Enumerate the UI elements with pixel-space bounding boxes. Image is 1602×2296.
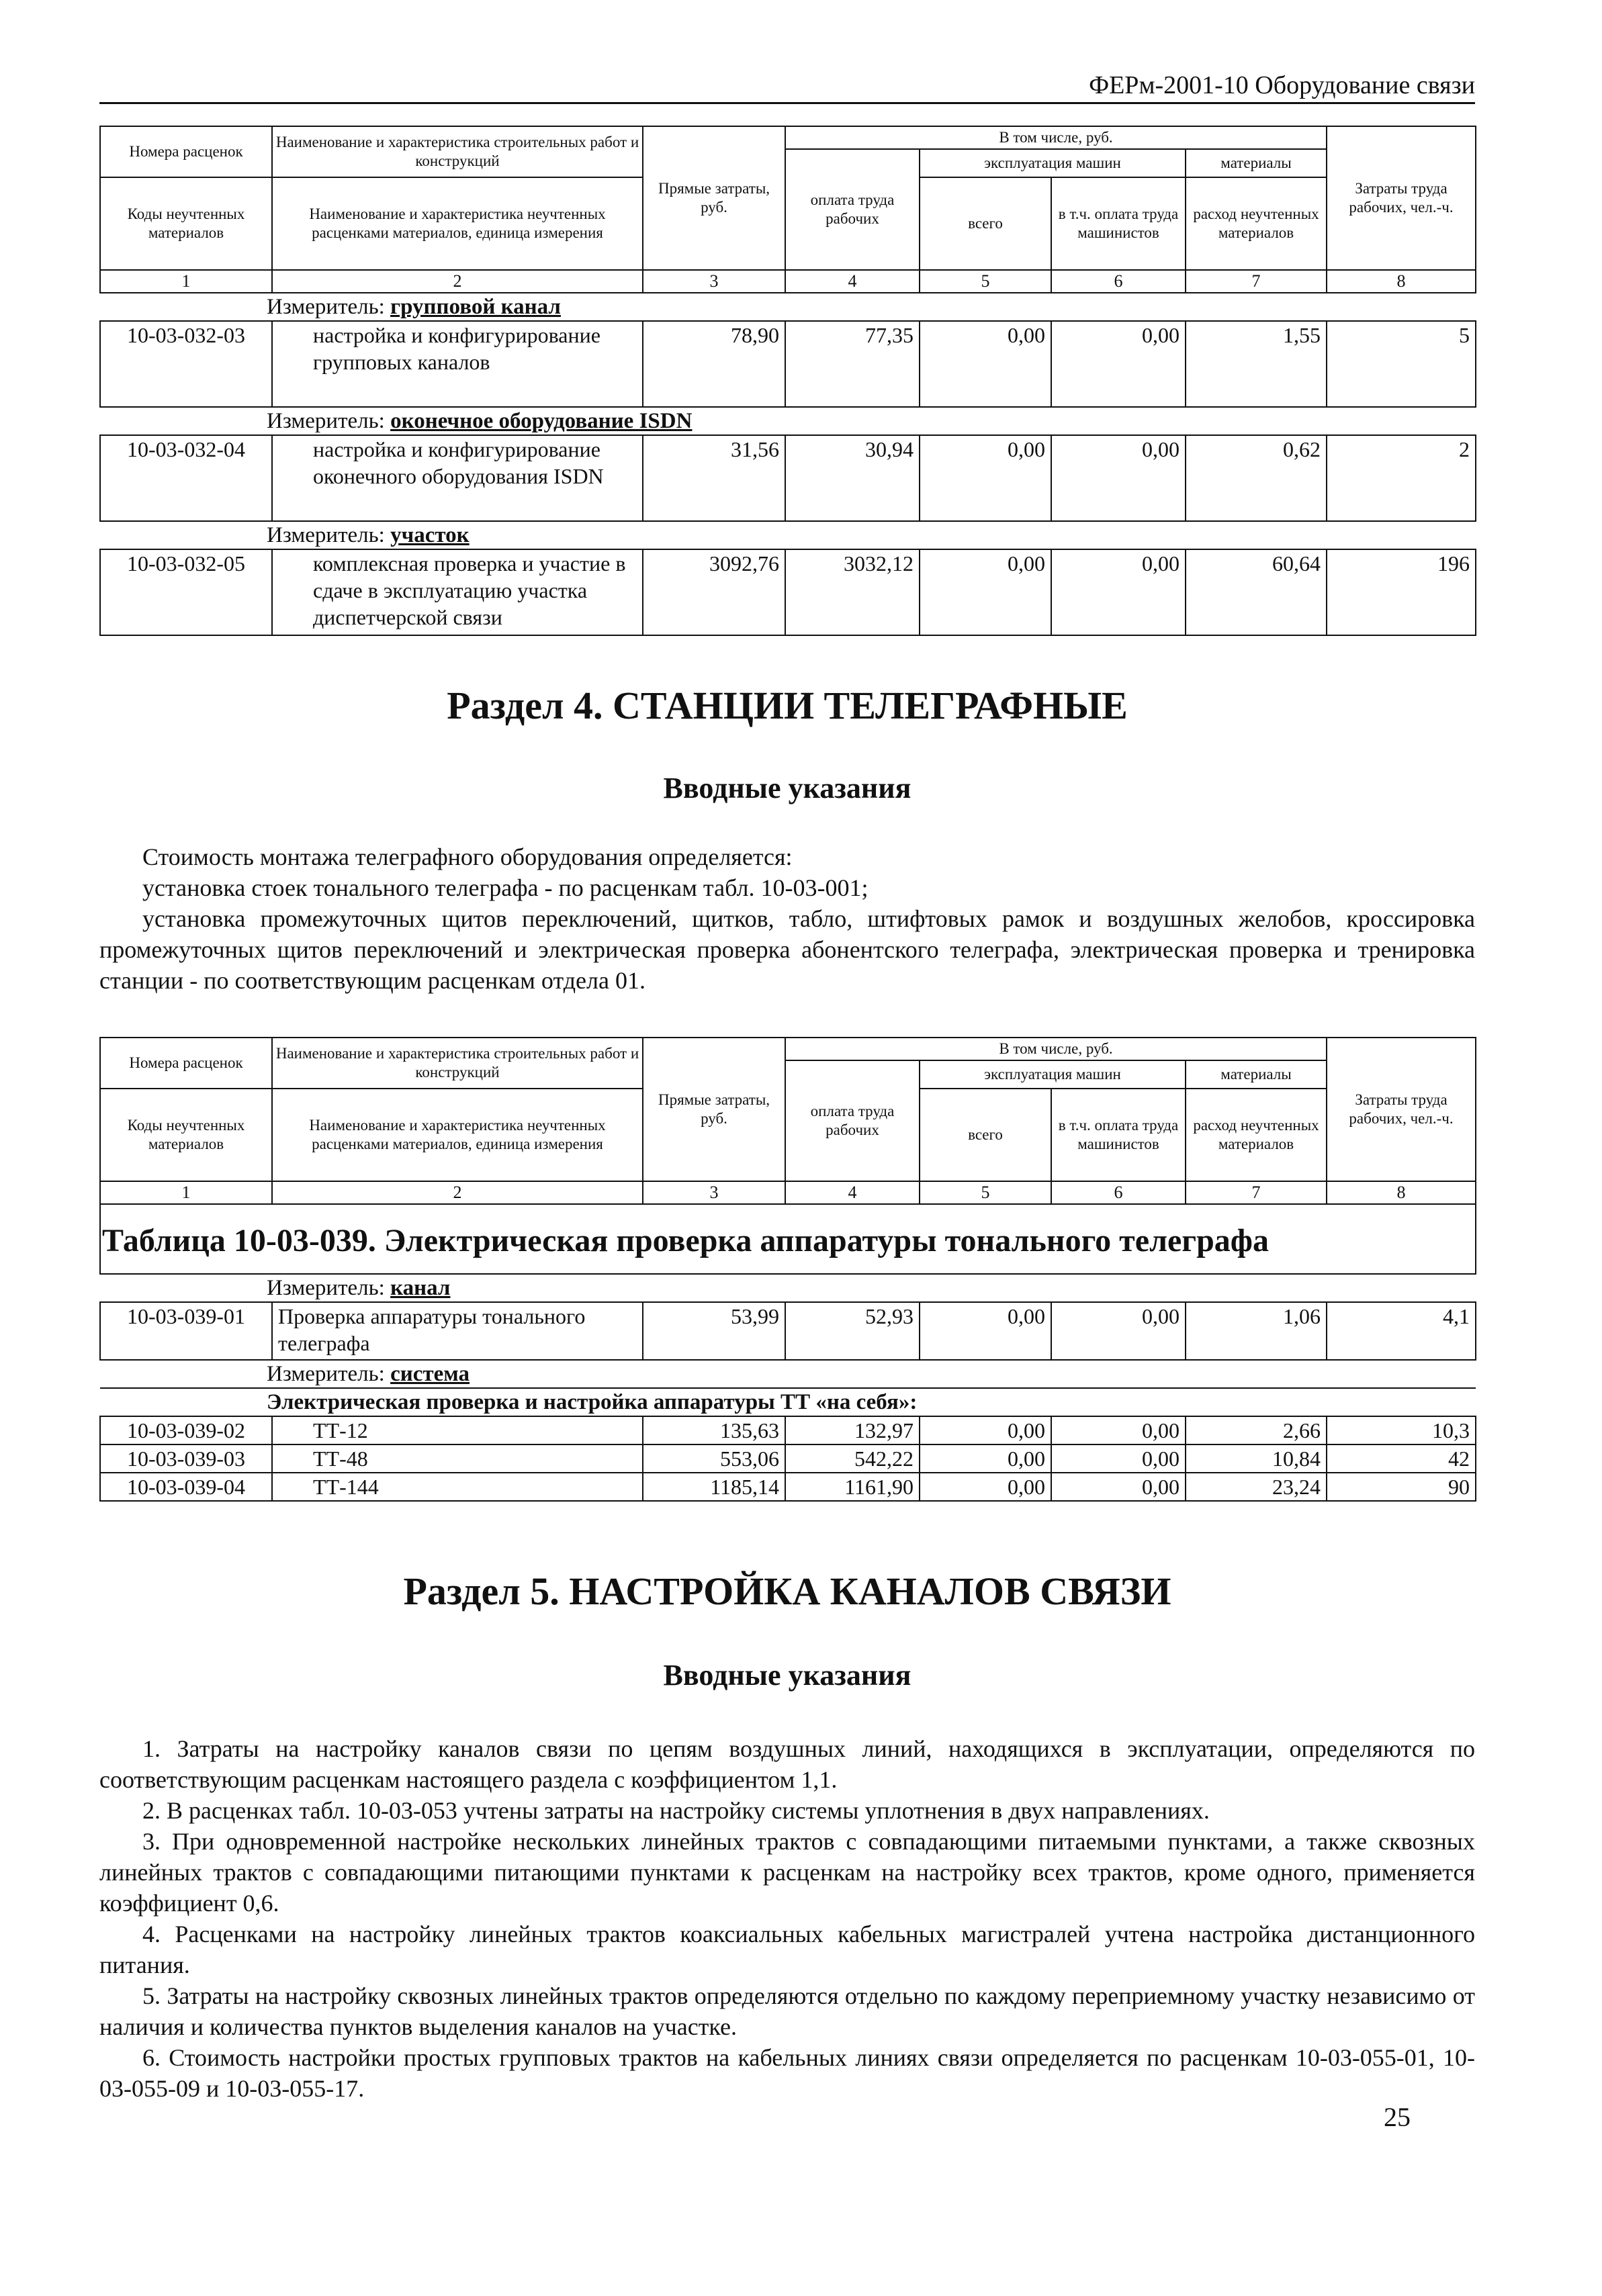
header-direct-costs: Прямые затраты, руб. xyxy=(643,1038,785,1181)
paragraph: 1. Затраты на настройку каналов связи по цепям воздушных линий, находящихся в эксплуатации, определяются по соответствующим расценкам настоящего раздела с коэффициентом 1,1. xyxy=(99,1735,1475,1793)
direct-costs: 1185,14 xyxy=(643,1473,785,1501)
rates-table-2 xyxy=(99,1037,1476,1502)
measure-value: система xyxy=(390,1362,470,1386)
col-number: 2 xyxy=(272,1181,643,1204)
header-direct-costs: Прямые затраты, руб. xyxy=(643,126,785,270)
wages: 3032,12 xyxy=(785,549,920,635)
measure-label: Измеритель: xyxy=(267,295,385,319)
machines-total: 0,00 xyxy=(920,435,1051,521)
paragraph: установка промежуточных щитов переключений, щитков, табло, штифтовых рамок и воздушных желобов, кроссировка промежуточных щитов переключений и электрическая проверка абонентского телеграфа, электрическая проверка и тренировка станции - по соответствующим расценкам отдела 01. xyxy=(99,905,1475,994)
materials: 23,24 xyxy=(1186,1473,1327,1501)
measure-label: Измеритель: xyxy=(267,523,385,547)
col-number: 6 xyxy=(1051,1181,1186,1204)
running-header: ФЕРм-2001-10 Оборудование связи xyxy=(99,70,1475,104)
col-number: 5 xyxy=(920,1181,1051,1204)
materials: 1,06 xyxy=(1186,1302,1327,1360)
work-name: ТТ-12 xyxy=(272,1416,643,1444)
header-name-top: Наименование и характеристика строительных работ и конструкций xyxy=(272,126,643,177)
header-materials: материалы xyxy=(1186,1060,1327,1089)
header-codes-bottom: Коды неучтенных материалов xyxy=(100,1089,272,1181)
header-codes-top: Номера расценок xyxy=(100,1038,272,1089)
table-row xyxy=(100,1302,1476,1360)
measure-value: канал xyxy=(390,1276,451,1300)
paragraph: 4. Расценками на настройку линейных трактов коаксиальных кабельных магистралей учтена настройка дистанционного питания. xyxy=(99,1921,1475,1978)
col-number: 3 xyxy=(643,1181,785,1204)
machinists-wages: 0,00 xyxy=(1051,321,1186,407)
measure-row xyxy=(100,407,1476,435)
header-machinists-wages: в т.ч. оплата труда машинистов xyxy=(1051,1089,1186,1181)
direct-costs: 78,90 xyxy=(643,321,785,407)
rate-code: 10-03-032-05 xyxy=(100,549,272,635)
paragraph: 3. При одновременной настройке нескольких линейных трактов с совпадающими питаемыми пунктами, а также сквозных линейных трактов с совпадающими питающими пунктами к расценкам на настройку всех трактов, кроме одного, применяется коэффициент 0,6. xyxy=(99,1828,1475,1917)
col-number: 7 xyxy=(1186,1181,1327,1204)
header-machines: эксплуатация машин xyxy=(920,149,1186,177)
col-number: 7 xyxy=(1186,270,1327,293)
labor-hours: 10,3 xyxy=(1327,1416,1476,1444)
machinists-wages: 0,00 xyxy=(1051,1444,1186,1473)
col-number: 8 xyxy=(1327,270,1476,293)
work-name: Проверка аппаратуры тонального телеграфа xyxy=(272,1302,643,1360)
col-number: 2 xyxy=(272,270,643,293)
col-number: 1 xyxy=(100,1181,272,1204)
rate-code: 10-03-032-03 xyxy=(100,321,272,407)
header-codes-bottom: Коды неучтенных материалов xyxy=(100,177,272,270)
direct-costs: 31,56 xyxy=(643,435,785,521)
table-row xyxy=(100,1473,1476,1501)
section-5-title: Раздел 5. НАСТРОЙКА КАНАЛОВ СВЯЗИ xyxy=(403,1569,1171,1613)
header-materials-use: расход неучтенных материалов xyxy=(1186,177,1327,270)
machines-total: 0,00 xyxy=(920,1444,1051,1473)
table-row xyxy=(100,549,1476,635)
page-number: 25 xyxy=(1384,2102,1411,2132)
section-5-intro-title: Вводные указания xyxy=(663,1659,911,1692)
machines-total: 0,00 xyxy=(920,321,1051,407)
wages: 52,93 xyxy=(785,1302,920,1360)
measure-row xyxy=(100,1274,1476,1302)
table-row xyxy=(100,321,1476,407)
subheading-row: Электрическая проверка и настройка аппаратуры ТТ «на себя»: xyxy=(100,1388,1476,1416)
measure-label: Измеритель: xyxy=(267,1276,385,1300)
col-number: 6 xyxy=(1051,270,1186,293)
header-materials-use: расход неучтенных материалов xyxy=(1186,1089,1327,1181)
section-5-text xyxy=(99,1733,1475,2104)
labor-hours: 196 xyxy=(1327,549,1476,635)
section-4-text xyxy=(99,841,1475,996)
header-labor: Затраты труда рабочих, чел.-ч. xyxy=(1327,1038,1476,1181)
header-materials: материалы xyxy=(1186,149,1327,177)
materials: 0,62 xyxy=(1186,435,1327,521)
header-machinists-wages: в т.ч. оплата труда машинистов xyxy=(1051,177,1186,270)
labor-hours: 90 xyxy=(1327,1473,1476,1501)
work-name: настройка и конфигурирование групповых каналов xyxy=(272,321,643,407)
machinists-wages: 0,00 xyxy=(1051,435,1186,521)
labor-hours: 2 xyxy=(1327,435,1476,521)
rate-code: 10-03-039-03 xyxy=(100,1444,272,1473)
header-name-top: Наименование и характеристика строительных работ и конструкций xyxy=(272,1038,643,1089)
table-row xyxy=(100,1444,1476,1473)
paragraph: 2. В расценках табл. 10-03-053 учтены затраты на настройку системы уплотнения в двух направлениях. xyxy=(142,1797,1210,1824)
header-machines: эксплуатация машин xyxy=(920,1060,1186,1089)
measure-value: групповой канал xyxy=(390,295,561,319)
labor-hours: 42 xyxy=(1327,1444,1476,1473)
wages: 132,97 xyxy=(785,1416,920,1444)
direct-costs: 553,06 xyxy=(643,1444,785,1473)
machines-total: 0,00 xyxy=(920,1473,1051,1501)
header-wages: оплата труда рабочих xyxy=(785,149,920,270)
materials: 1,55 xyxy=(1186,321,1327,407)
header-name-bottom: Наименование и характеристика неучтенных расценками материалов, единица измерения xyxy=(272,1089,643,1181)
header-including: В том числе, руб. xyxy=(785,126,1327,149)
header-labor: Затраты труда рабочих, чел.-ч. xyxy=(1327,126,1476,270)
paragraph: 5. Затраты на настройку сквозных линейных трактов определяются отдельно по каждому перепpиемному участку независимо от наличия и количества пунктов выделения каналов на участке. xyxy=(99,1982,1475,2040)
machinists-wages: 0,00 xyxy=(1051,1416,1186,1444)
wages: 77,35 xyxy=(785,321,920,407)
rate-code: 10-03-032-04 xyxy=(100,435,272,521)
machinists-wages: 0,00 xyxy=(1051,1302,1186,1360)
work-name: ТТ-48 xyxy=(272,1444,643,1473)
machines-total: 0,00 xyxy=(920,1416,1051,1444)
work-name: комплексная проверка и участие в сдаче в эксплуатацию участка диспетчерской связи xyxy=(272,549,643,635)
header-wages: оплата труда рабочих xyxy=(785,1060,920,1181)
col-number: 4 xyxy=(785,270,920,293)
rates-table-1 xyxy=(99,126,1476,636)
work-name: ТТ-144 xyxy=(272,1473,643,1501)
work-name: настройка и конфигурирование оконечного оборудования ISDN xyxy=(272,435,643,521)
materials: 10,84 xyxy=(1186,1444,1327,1473)
rate-code: 10-03-039-02 xyxy=(100,1416,272,1444)
header-machines-total: всего xyxy=(920,1089,1051,1181)
labor-hours: 5 xyxy=(1327,321,1476,407)
col-number: 8 xyxy=(1327,1181,1476,1204)
direct-costs: 53,99 xyxy=(643,1302,785,1360)
wages: 30,94 xyxy=(785,435,920,521)
machines-total: 0,00 xyxy=(920,549,1051,635)
measure-label: Измеритель: xyxy=(267,409,385,433)
measure-label: Измеритель: xyxy=(267,1362,385,1386)
machines-total: 0,00 xyxy=(920,1302,1051,1360)
measure-row xyxy=(100,521,1476,549)
measure-value: участок xyxy=(390,523,470,547)
header-machines-total: всего xyxy=(920,177,1051,270)
section-4-intro-title: Вводные указания xyxy=(663,772,911,805)
rate-code: 10-03-039-01 xyxy=(100,1302,272,1360)
direct-costs: 135,63 xyxy=(643,1416,785,1444)
paragraph: установка стоек тонального телеграфа - по расценкам табл. 10-03-001; xyxy=(142,874,869,901)
measure-row xyxy=(100,293,1476,321)
table-title: Таблица 10-03-039. Электрическая проверка аппаратуры тонального телеграфа xyxy=(100,1204,1476,1274)
measure-value: оконечное оборудование ISDN xyxy=(390,409,693,433)
section-4-title: Раздел 4. СТАНЦИИ ТЕЛЕГРАФНЫЕ xyxy=(447,684,1128,727)
wages: 542,22 xyxy=(785,1444,920,1473)
wages: 1161,90 xyxy=(785,1473,920,1501)
paragraph: Стоимость монтажа телеграфного оборудования определяется: xyxy=(142,843,793,870)
materials: 60,64 xyxy=(1186,549,1327,635)
col-number: 5 xyxy=(920,270,1051,293)
direct-costs: 3092,76 xyxy=(643,549,785,635)
labor-hours: 4,1 xyxy=(1327,1302,1476,1360)
rate-code: 10-03-039-04 xyxy=(100,1473,272,1501)
table-row xyxy=(100,1416,1476,1444)
col-number: 4 xyxy=(785,1181,920,1204)
table-row xyxy=(100,435,1476,521)
measure-row xyxy=(100,1360,1476,1388)
header-codes-top: Номера расценок xyxy=(100,126,272,177)
col-number: 1 xyxy=(100,270,272,293)
paragraph: 6. Стоимость настройки простых групповых трактов на кабельных линиях связи определяется по расценкам 10-03-055-01, 10-03-055-09 и 10-03-055-17. xyxy=(99,2044,1475,2102)
header-name-bottom: Наименование и характеристика неучтенных расценками материалов, единица измерения xyxy=(272,177,643,270)
materials: 2,66 xyxy=(1186,1416,1327,1444)
header-including: В том числе, руб. xyxy=(785,1038,1327,1060)
machinists-wages: 0,00 xyxy=(1051,549,1186,635)
machinists-wages: 0,00 xyxy=(1051,1473,1186,1501)
col-number: 3 xyxy=(643,270,785,293)
